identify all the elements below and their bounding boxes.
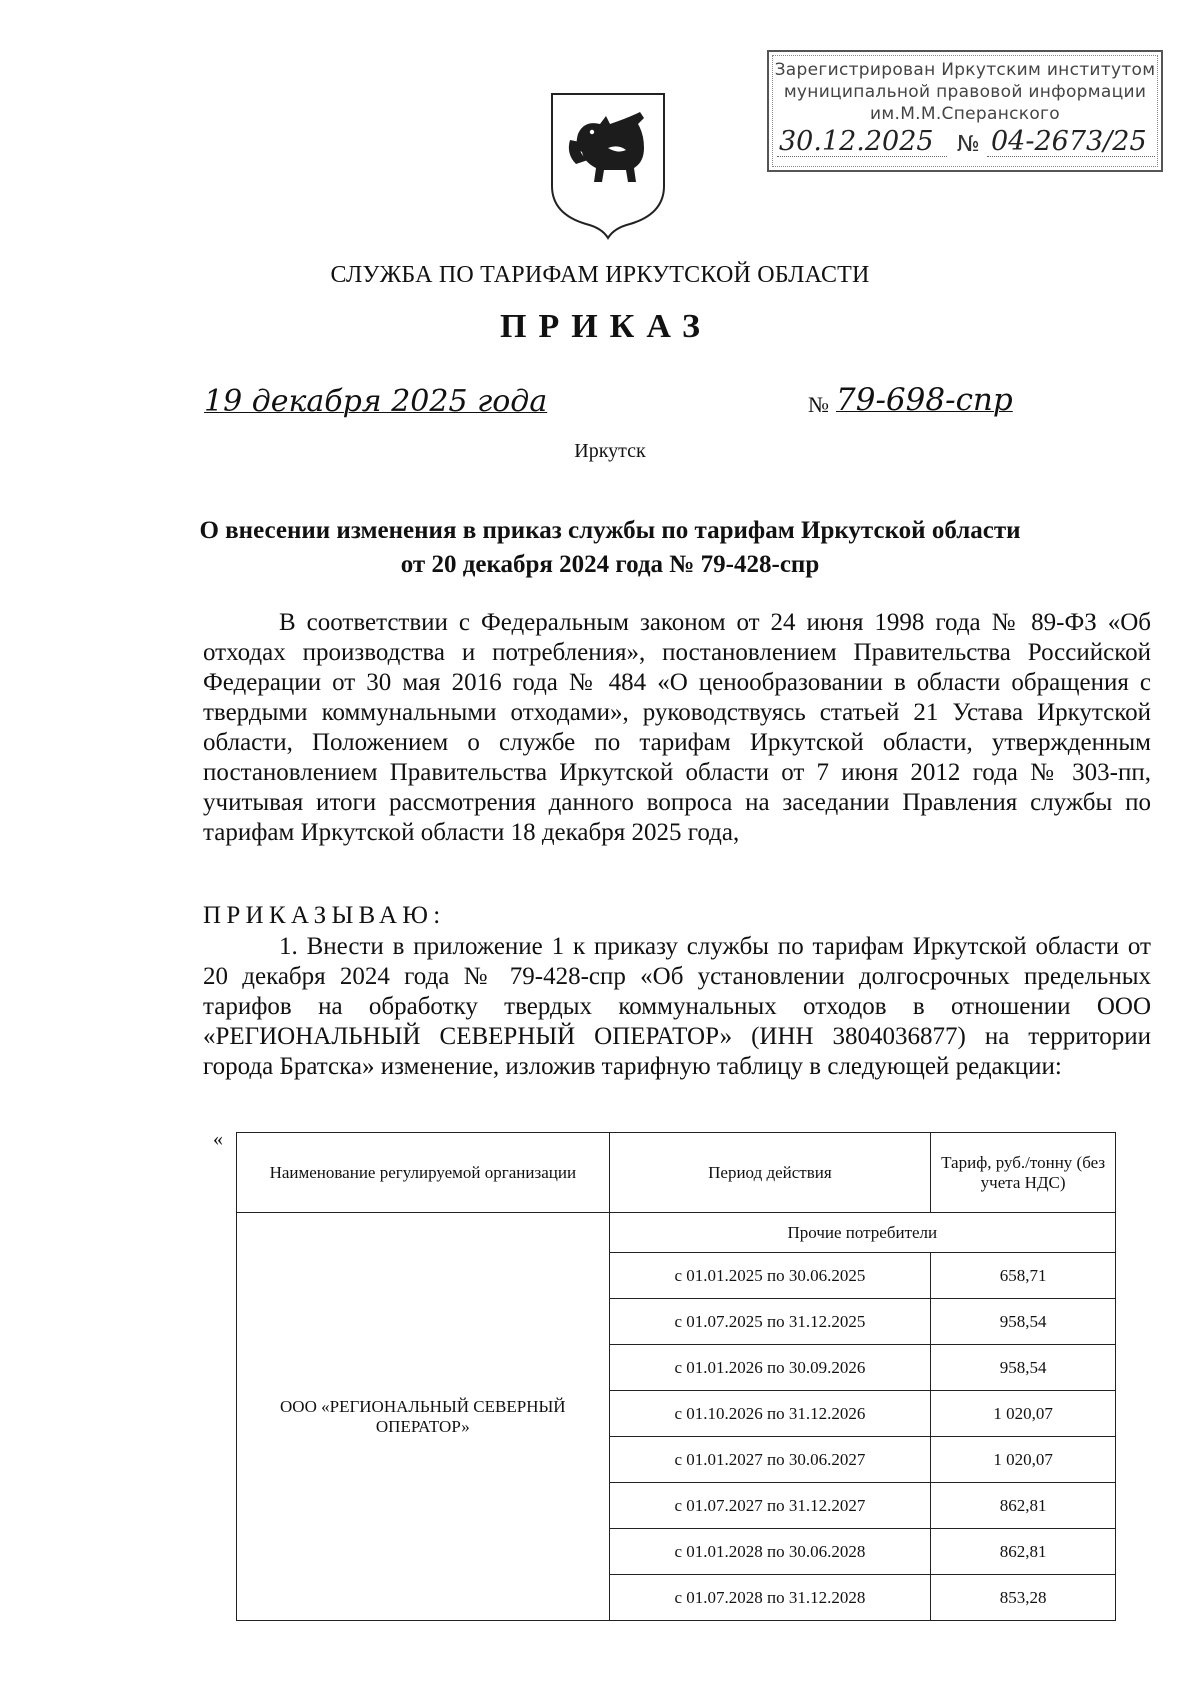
- stamp-number: 04-2673/25: [991, 126, 1147, 157]
- tariff-cell: 853,28: [931, 1575, 1116, 1621]
- tariff-cell: 1 020,07: [931, 1391, 1116, 1437]
- preamble-paragraph: [203, 608, 1151, 848]
- order-word: ПРИКАЗЫВАЮ:: [203, 902, 446, 929]
- table-group-row: [237, 1213, 1116, 1253]
- group-cell: Прочие потребители: [609, 1213, 1115, 1253]
- tariff-cell: 958,54: [931, 1299, 1116, 1345]
- registration-stamp: [767, 50, 1163, 172]
- opening-quote: «: [213, 1128, 223, 1150]
- period-cell: с 01.07.2025 по 31.12.2025: [609, 1299, 931, 1345]
- preamble-text: В соответствии с Федеральным законом от 24 июня 1998 года № 89-ФЗ «Об отходах производства и потребления», постановлением Правительства Российской Федерации от 30 мая 2016 года № 484 «О ценообразовании в области обращения с твердыми коммунальными отходами», руководствуясь статьей 21 Устава Иркутской области, Положением о службе по тарифам Иркутской области, утвержденным постановлением Правительства Иркутской области от 7 июня 2012 года № 303-пп, учитывая итоги рассмотрения данного вопроса на заседании Правления службы по тарифам Иркутской области 18 декабря 2025 года,: [203, 609, 1151, 846]
- stamp-line-1: Зарегистрирован Иркутским институтом: [774, 60, 1156, 80]
- tariff-cell: 862,81: [931, 1529, 1116, 1575]
- period-cell: с 01.07.2028 по 31.12.2028: [609, 1575, 931, 1621]
- document-type: ПРИКАЗ: [500, 308, 712, 345]
- organization-cell: ООО «РЕГИОНАЛЬНЫЙ СЕВЕРНЫЙ ОПЕРАТОР»: [237, 1213, 610, 1621]
- clause-1-paragraph: [203, 932, 1151, 1082]
- city: Иркутск: [574, 440, 646, 462]
- organization-name: СЛУЖБА ПО ТАРИФАМ ИРКУТСКОЙ ОБЛАСТИ: [330, 262, 870, 288]
- tariff-cell: 958,54: [931, 1345, 1116, 1391]
- period-cell: с 01.01.2028 по 30.06.2028: [609, 1529, 931, 1575]
- title-line-2: от 20 декабря 2024 года № 79-428-спр: [400, 551, 820, 578]
- order-number-label: №: [808, 392, 829, 417]
- header-org: Наименование регулируемой организации: [237, 1133, 610, 1213]
- title-line-1: О внесении изменения в приказ службы по тарифам Иркутской области: [199, 517, 1021, 544]
- tariff-table: [236, 1132, 1116, 1621]
- header-tariff: Тариф, руб./тонну (без учета НДС): [931, 1133, 1116, 1213]
- stamp-number-rule: [987, 156, 1155, 157]
- period-cell: с 01.10.2026 по 31.12.2026: [609, 1391, 931, 1437]
- table-header-row: [237, 1133, 1116, 1213]
- stamp-date: 30.12.2025: [779, 126, 934, 157]
- stamp-date-rule: [777, 156, 947, 157]
- clause-1-text: 1. Внести в приложение 1 к приказу службы по тарифам Иркутской области от 20 декабря 2024 года № 79-428-спр «Об установлении долгосрочных предельных тарифов на обработку твердых коммунальных отходов в отношении ООО «РЕГИОНАЛЬНЫЙ СЕВЕРНЫЙ ОПЕРАТОР» (ИНН 3804036877) на территории города Братска» изменение, изложив тарифную таблицу в следующей редакции:: [203, 933, 1151, 1080]
- document-title: [150, 514, 1070, 582]
- period-cell: с 01.01.2026 по 30.09.2026: [609, 1345, 931, 1391]
- stamp-number-label: №: [957, 132, 980, 157]
- period-cell: с 01.01.2025 по 30.06.2025: [609, 1253, 931, 1299]
- period-cell: с 01.07.2027 по 31.12.2027: [609, 1483, 931, 1529]
- tariff-cell: 862,81: [931, 1483, 1116, 1529]
- handwritten-order-number: 79-698-спр: [836, 382, 1013, 418]
- stamp-line-2: муниципальной правовой информации: [783, 82, 1147, 102]
- coat-of-arms-icon: [548, 90, 668, 240]
- handwritten-date: 19 декабря 2025 года: [204, 384, 548, 419]
- header-period: Период действия: [609, 1133, 931, 1213]
- tariff-cell: 658,71: [931, 1253, 1116, 1299]
- period-cell: с 01.01.2027 по 30.06.2027: [609, 1437, 931, 1483]
- stamp-line-3: им.М.М.Сперанского: [870, 104, 1060, 124]
- tariff-cell: 1 020,07: [931, 1437, 1116, 1483]
